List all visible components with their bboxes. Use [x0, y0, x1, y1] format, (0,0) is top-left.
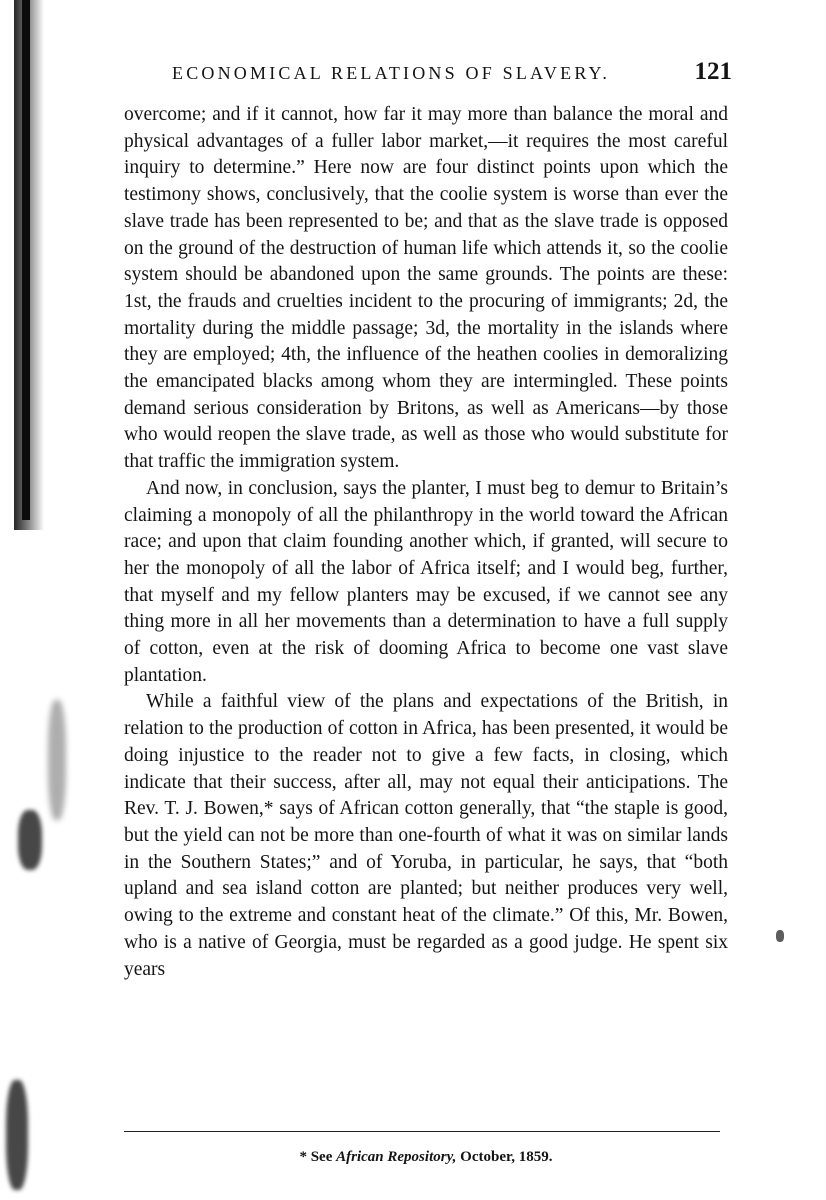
footnote	[124, 1149, 728, 1166]
footnote-divider	[124, 1131, 720, 1132]
paragraph: While a faithful view of the plans and expectations of the British, in relation to the production of cotton in Africa, has been presented, it would be doing injustice to the reader not to give a few facts, in closing, which indicate that their success, after all, may not equal their anticipations. The Rev. T. J. Bowen,* says of African cotton generally, that “the staple is good, but the yield can not be more than one-fourth of what it was on similar lands in the Southern States;” and of Yoruba, in particular, he says, that “both upland and sea island cotton are planted; but neither produces very well, owing to the extreme and constant heat of the climate.” Of this, Mr. Bowen, who is a native of Georgia, must be regarded as a good judge. He spent six years	[124, 691, 728, 980]
scan-smudge	[776, 930, 784, 942]
running-head: ECONOMICAL RELATIONS OF SLAVERY.	[172, 63, 611, 83]
paragraph: overcome; and if it cannot, how far it may more than balance the moral and physical advantages of a fuller labor market,—it requires the most careful inquiry to determine.” Here now are four distinct points upon which the testimony shows, conclusively, that the coolie system is worse than ever the slave trade has been represented to be; and that as the slave trade is opposed on the ground of the destruction of human life which attends it, so the coolie system should be abandoned upon the same grounds. The points are these: 1st, the frauds and cruelties incident to the procuring of immigrants; 2d, the mortality during the middle passage; 3d, the mortality in the islands where they are employed; 4th, the influence of the heathen coolies in demoralizing the emancipated blacks among whom they are intermingled. These points demand serious consideration by Britons, as well as Americans—by those who would reopen the slave trade, as well as those who would substitute for that traffic the immigration system.	[124, 104, 728, 473]
footnote-source: African Repository,	[336, 1149, 457, 1165]
page-header	[172, 58, 732, 88]
page-number: 121	[694, 58, 732, 85]
body-text	[124, 102, 728, 983]
paragraph: And now, in conclusion, says the planter, I must beg to demur to Britain’s claiming a monopoly of all the philanthropy in the world toward the African race; and upon that claim founding another which, if granted, will secure to her the monopoly of all the labor of Africa itself; and I would beg, further, that myself and my fellow planters may be excused, if we cannot see any thing more in all her movements than a determination to have a full supply of cotton, even at the risk of dooming Africa to become one vast slave plantation.	[124, 477, 728, 686]
footnote-suffix: October, 1859.	[456, 1149, 553, 1165]
scan-smudge	[18, 810, 42, 870]
binding-edge	[22, 0, 30, 520]
scan-smudge	[6, 1080, 28, 1190]
scan-smudge	[48, 700, 66, 820]
footnote-prefix: * See	[299, 1149, 337, 1165]
